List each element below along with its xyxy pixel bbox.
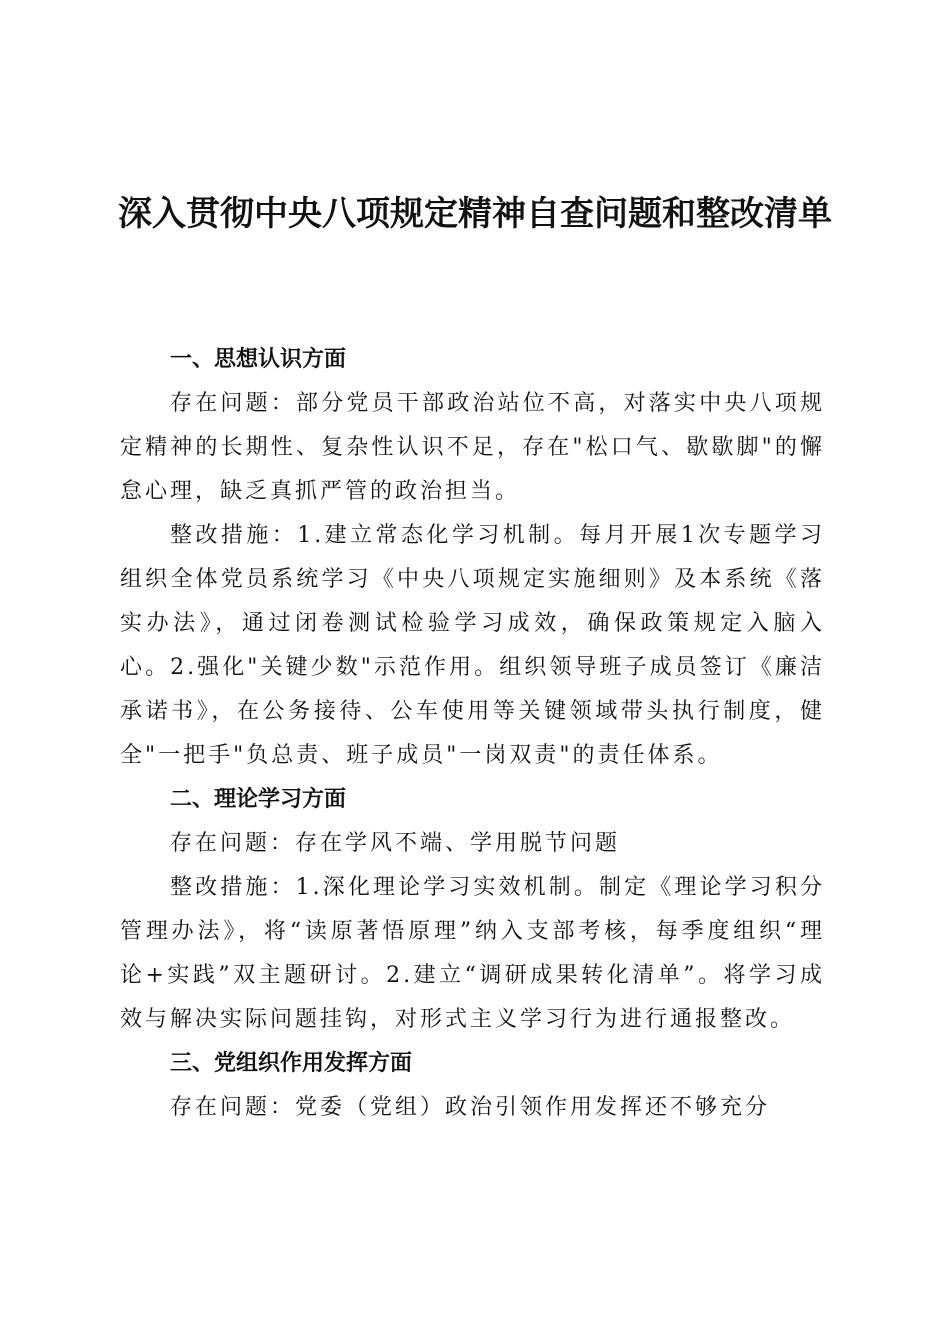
section-heading-3: 三、党组织作用发挥方面: [170, 1051, 413, 1076]
section-1-problem: 存在问题：部分党员干部政治站位不高，对落实中央八项规定精神的长期性、复杂性认识不足，存在"松口气、歇歇脚"的懈怠心理，缺乏真抓严管的政治担当。: [120, 391, 825, 504]
section-heading-1: 一、思想认识方面: [170, 347, 347, 372]
section-3-problem: 存在问题：党委（党组）政治引领作用发挥还不够充分: [170, 1095, 771, 1120]
section-2-measures: 整改措施：1.深化理论学习实效机制。制定《理论学习积分管理办法》，将“读原著悟原理”纳入支部考核，每季度组织“理论+实践”双主题研讨。2.建立“调研成果转化清单”。将学习成效与解决实际问题挂钩，对形式主义学习行为进行通报整改。: [120, 875, 825, 1032]
document-body: [120, 338, 825, 1130]
section-heading-2: 二、理论学习方面: [170, 787, 347, 812]
section-1-measures: 整改措施：1.建立常态化学习机制。每月开展1次专题学习组织全体党员系统学习《中央八项规定实施细则》及本系统《落实办法》，通过闭卷测试检验学习成效，确保政策规定入脑入心。2.强化"关键少数"示范作用。组织领导班子成员签订《廉洁承诺书》，在公务接待、公车使用等关键领域带头执行制度，健全"一把手"负总责、班子成员"一岗双责"的责任体系。: [120, 523, 825, 768]
section-2-problem: 存在问题：存在学风不端、学用脱节问题: [170, 831, 621, 856]
document-title: 深入贯彻中央八项规定精神自查问题和整改清单: [118, 194, 832, 234]
